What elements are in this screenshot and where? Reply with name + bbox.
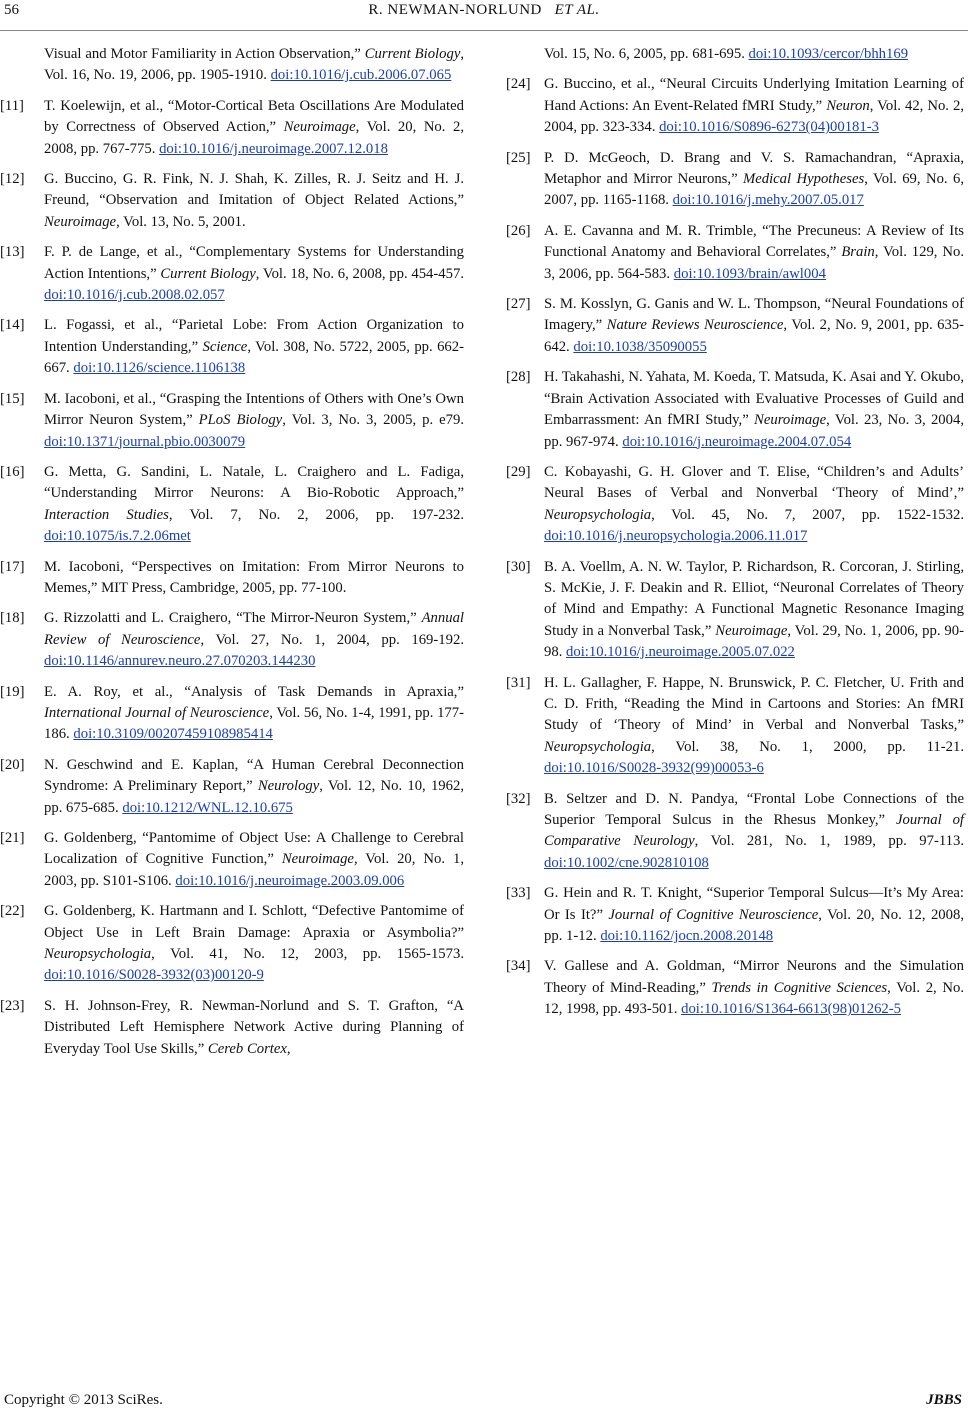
reference-entry xyxy=(508,789,964,875)
reference-entry xyxy=(508,221,964,285)
reference-journal: Neuroimage xyxy=(754,412,827,429)
reference-number: [13] xyxy=(0,244,25,261)
reference-journal: Neuron xyxy=(826,97,870,114)
reference-text: Visual and Motor Familiarity in Action Observation,” xyxy=(44,46,361,62)
doi-link[interactable]: doi:10.1212/WNL.12.10.675 xyxy=(122,799,293,816)
reference-number: [15] xyxy=(0,390,25,407)
reference-entry xyxy=(508,956,964,1020)
reference-text: A. E. Cavanna and M. R. Trimble, “The Precuneus: A Review of Its Functional Anatomy and Behavioral Correlates,” xyxy=(544,222,964,261)
reference-details: , Vol. 41, No. 12, 2003, pp. 1565-1573. xyxy=(151,946,464,963)
reference-entry xyxy=(508,557,964,664)
reference-number: [19] xyxy=(0,683,25,700)
reference-text: G. Goldenberg, K. Hartmann and I. Schlott, “Defective Pantomime of Object Use in Left Brain Damage: Apraxia or Asymbolia?” xyxy=(44,903,464,941)
reference-journal: Annual Review of Neuroscience xyxy=(44,610,464,648)
reference-journal: Neurology xyxy=(257,778,320,795)
reference-number: [25] xyxy=(506,149,531,166)
reference-details: , Vol. 20, No. 2, 2008, pp. 767-775. xyxy=(44,119,465,157)
doi-link[interactable]: doi:10.1016/j.neuroimage.2004.07.054 xyxy=(622,433,852,450)
reference-journal: Journal of Cognitive Neuroscience xyxy=(608,906,819,923)
reference-journal: Neuropsychologia xyxy=(544,506,652,523)
reference-number: [30] xyxy=(506,558,531,575)
reference-details: , Vol. 56, No. 1-4, 1991, pp. 177-186. xyxy=(44,704,465,743)
reference-column-left xyxy=(0,44,465,1069)
reference-entry xyxy=(508,294,964,358)
reference-journal: Neuropsychologia xyxy=(44,946,152,963)
reference-number: [28] xyxy=(506,369,531,386)
reference-number: [20] xyxy=(0,756,25,773)
doi-link[interactable]: doi:10.1016/j.neuroimage.2005.07.022 xyxy=(566,644,795,661)
reference-number: [16] xyxy=(0,463,25,480)
reference-details: , Vol. 42, No. 2, 2004, pp. 323-334. xyxy=(544,97,965,136)
reference-number: [32] xyxy=(506,790,531,807)
reference-entry xyxy=(0,242,464,306)
doi-link[interactable]: doi:10.1016/j.mehy.2007.05.017 xyxy=(672,192,864,209)
reference-details: , Vol. 16, No. 19, 2006, pp. 1905-1910. xyxy=(44,46,465,84)
reference-text: P. D. McGeoch, D. Brang and V. S. Ramachandran, “Apraxia, Metaphor and Mirror Neurons,” xyxy=(544,149,964,188)
doi-link[interactable]: doi:10.1016/j.neuroimage.2003.09.006 xyxy=(175,872,405,889)
reference-column-right xyxy=(508,44,964,1030)
reference-entry xyxy=(0,462,464,548)
reference-text: G. Hein and R. T. Knight, “Superior Temporal Sulcus—It’s My Area: Or Is It?” xyxy=(544,885,964,923)
reference-entry xyxy=(0,755,464,819)
reference-journal: Nature Reviews Neuroscience xyxy=(606,317,784,334)
reference-number: [14] xyxy=(0,317,25,334)
doi-link[interactable]: doi:10.1016/j.cub.2008.02.057 xyxy=(44,287,225,304)
reference-journal: Neuropsychologia xyxy=(544,738,652,755)
header-authors: R. NEWMAN-NORLUND xyxy=(368,2,542,18)
reference-journal: Brain xyxy=(841,244,875,261)
reference-entry xyxy=(508,44,964,65)
reference-text: M. Iacoboni, et al., “Grasping the Intentions of Others with One’s Own Mirror Neuron System,” xyxy=(44,390,464,429)
reference-entry xyxy=(508,148,964,212)
reference-text: F. P. de Lange, et al., “Complementary Systems for Understanding Action Intentions,” xyxy=(44,244,464,282)
footer-journal: JBBS xyxy=(926,1392,962,1408)
doi-link[interactable]: doi:10.1162/jocn.2008.20148 xyxy=(600,928,774,945)
reference-number: [12] xyxy=(0,171,25,188)
reference-details: , Vol. 29, No. 1, 2006, pp. 90-98. xyxy=(544,622,965,661)
reference-journal: PLoS Biology xyxy=(198,412,283,429)
reference-text: L. Fogassi, et al., “Parietal Lobe: From Action Organization to Intention Understanding,” xyxy=(44,317,464,355)
reference-entry xyxy=(0,608,464,672)
reference-text: H. L. Gallagher, F. Happe, N. Brunswick, P. C. Fletcher, U. Frith and C. D. Frith, “Reading the Mind in Cartoons and Stories: An fMRI Study of ‘Theory of Mind’ in Verbal and Nonverbal Tasks,” xyxy=(544,674,964,734)
reference-journal: Journal of Comparative Neurology xyxy=(544,812,964,850)
reference-entry xyxy=(40,44,464,87)
reference-text: B. A. Voellm, A. N. W. Taylor, P. Richardson, R. Corcoran, J. Stirling, S. McKie, J. F. Deakin and R. Elliot, “Neuronal Correlates of Theory of Mind and Empathy: A Functional Magnetic Resonance Imaging Study in a Nonverbal Task,” xyxy=(544,558,964,639)
reference-details: , Vol. 27, No. 1, 2004, pp. 169-192. xyxy=(200,631,464,648)
reference-entry xyxy=(508,367,964,453)
reference-details: , xyxy=(286,1040,291,1057)
reference-text: G. Buccino, G. R. Fink, N. J. Shah, K. Zilles, R. J. Seitz and H. J. Freund, “Observation and Imitation of Object Related Actions,” xyxy=(44,171,464,209)
reference-number: [23] xyxy=(0,997,25,1014)
reference-entry xyxy=(0,996,464,1060)
reference-text: V. Gallese and A. Goldman, “Mirror Neurons and the Simulation Theory of Mind-Reading,” xyxy=(544,958,964,996)
reference-number: [11] xyxy=(0,97,24,114)
reference-journal: Neuroimage xyxy=(715,622,788,639)
reference-text: G. Goldenberg, “Pantomime of Object Use: A Challenge to Cerebral Localization of Cognitive Function,” xyxy=(44,830,464,868)
reference-journal: Current Biology xyxy=(160,265,256,282)
reference-details: , Vol. 129, No. 3, 2006, pp. 564-583. xyxy=(544,244,964,282)
reference-journal: Neuroimage xyxy=(283,119,356,136)
doi-link[interactable]: doi:10.1016/S1364-6613(98)01262-5 xyxy=(681,1001,901,1018)
doi-link[interactable]: doi:10.1038/35090055 xyxy=(573,338,707,355)
doi-link[interactable]: doi:10.3109/00207459108985414 xyxy=(73,726,273,743)
reference-entry xyxy=(508,883,964,947)
reference-journal: Neuroimage xyxy=(44,213,117,230)
doi-link[interactable]: doi:10.1093/brain/awl004 xyxy=(673,265,826,282)
reference-journal: Trends in Cognitive Sciences xyxy=(711,979,888,996)
reference-entry xyxy=(508,673,964,780)
reference-journal: Interaction Studies xyxy=(44,506,169,523)
reference-journal: Science xyxy=(202,338,248,355)
footer-copyright: Copyright © 2013 SciRes. xyxy=(4,1392,163,1408)
reference-text: S. M. Kosslyn, G. Ganis and W. L. Thompson, “Neural Foundations of Imagery,” xyxy=(544,296,964,334)
reference-entry xyxy=(0,169,464,233)
reference-details: , Vol. 23, No. 3, 2004, pp. 967-974. xyxy=(544,412,965,450)
reference-journal: Cereb Cortex xyxy=(207,1040,287,1057)
reference-details: , Vol. 3, No. 3, 2005, p. e79. xyxy=(282,412,465,429)
reference-number: [33] xyxy=(506,885,531,902)
reference-details: , Vol. 45, No. 7, 2007, pp. 1522-1532. xyxy=(651,506,964,523)
doi-link[interactable]: doi:10.1126/science.1106138 xyxy=(73,360,246,377)
doi-link[interactable]: doi:10.1146/annurev.neuro.27.070203.144230 xyxy=(44,653,316,670)
reference-text: G. Buccino, et al., “Neural Circuits Underlying Imitation Learning of Hand Actions: An Event-Related fMRI Study,” xyxy=(544,76,964,114)
reference-text: Vol. 15, No. 6, 2005, pp. 681-695. xyxy=(544,46,745,62)
doi-link[interactable]: doi:10.1002/cne.902810108 xyxy=(544,854,709,871)
doi-link[interactable]: doi:10.1093/cercor/bhh169 xyxy=(748,46,909,62)
reference-number: [34] xyxy=(506,958,531,975)
reference-details: , Vol. 2, No. 9, 2001, pp. 635-642. xyxy=(544,317,965,355)
doi-link[interactable]: doi:10.1075/is.7.2.06met xyxy=(44,528,191,545)
reference-number: [17] xyxy=(0,558,25,575)
running-header xyxy=(0,0,968,31)
doi-link[interactable]: doi:10.1016/j.neuropsychologia.2006.11.017 xyxy=(544,528,808,545)
doi-link[interactable]: doi:10.1016/j.cub.2006.07.065 xyxy=(270,67,452,84)
reference-journal: Neuroimage xyxy=(281,851,354,868)
reference-number: [26] xyxy=(506,222,531,239)
reference-text: G. Metta, G. Sandini, L. Natale, L. Craighero and L. Fadiga, “Understanding Mirror Neurons: A Bio-Robotic Approach,” xyxy=(44,463,464,502)
reference-text: B. Seltzer and D. N. Pandya, “Frontal Lobe Connections of the Superior Temporal Sulcus in the Rhesus Monkey,” xyxy=(544,790,964,828)
reference-details: , Vol. 281, No. 1, 1989, pp. 97-113. xyxy=(694,833,964,850)
reference-number: [31] xyxy=(506,674,531,691)
reference-text: H. Takahashi, N. Yahata, M. Koeda, T. Matsuda, K. Asai and Y. Okubo, “Brain Activation Associated with Evaluative Processes of Guild and Embarrassment: An fMRI Study,” xyxy=(544,369,964,429)
reference-text: T. Koelewijn, et al., “Motor-Cortical Beta Oscillations Are Modulated by Correctness of Observed Action,” xyxy=(44,97,464,136)
page-number: 56 xyxy=(4,2,19,18)
doi-link[interactable]: doi:10.1016/S0028-3932(99)00053-6 xyxy=(544,760,764,777)
reference-text: C. Kobayashi, G. H. Glover and T. Elise, “Children’s and Adults’ Neural Bases of Verbal and Nonverbal ‘Theory of Mind’,” xyxy=(544,463,964,502)
reference-number: [29] xyxy=(506,463,531,480)
reference-entry xyxy=(0,682,465,746)
reference-entry xyxy=(0,315,464,379)
reference-entry xyxy=(0,557,464,600)
reference-text: G. Rizzolatti and L. Craighero, “The Mirror-Neuron System,” xyxy=(44,610,417,627)
reference-details: , Vol. 38, No. 1, 2000, pp. 11-21. xyxy=(651,738,964,755)
reference-number: [18] xyxy=(0,610,25,627)
reference-details: , Vol. 69, No. 6, 2007, pp. 1165-1168. xyxy=(544,171,964,209)
reference-journal: Current Biology xyxy=(364,46,461,62)
reference-entry xyxy=(0,96,465,160)
reference-details: , Vol. 308, No. 5722, 2005, pp. 662-667. xyxy=(44,338,464,377)
reference-text: E. A. Roy, et al., “Analysis of Task Demands in Apraxia,” xyxy=(44,683,464,700)
reference-text: N. Geschwind and E. Kaplan, “A Human Cerebral Deconnection Syndrome: A Preliminary Report,” xyxy=(44,756,464,795)
reference-details: , Vol. 7, No. 2, 2006, pp. 197-232. xyxy=(168,506,464,523)
reference-entry xyxy=(0,901,464,987)
reference-details: , Vol. 20, No. 12, 2008, pp. 1-12. xyxy=(544,906,964,945)
reference-details: , Vol. 13, No. 5, 2001. xyxy=(116,213,246,230)
reference-details: , Vol. 2, No. 12, 1998, pp. 493-501. xyxy=(544,979,965,1018)
reference-details: , Vol. 18, No. 6, 2008, pp. 454-457. xyxy=(255,265,464,282)
doi-link[interactable]: doi:10.1371/journal.pbio.0030079 xyxy=(44,433,246,450)
reference-details: , Vol. 20, No. 1, 2003, pp. S101-S106. xyxy=(44,851,465,889)
doi-link[interactable]: doi:10.1016/j.neuroimage.2007.12.018 xyxy=(159,140,388,157)
reference-number: [24] xyxy=(506,76,531,93)
reference-number: [21] xyxy=(0,830,25,846)
header-et-al: ET AL. xyxy=(554,2,600,18)
reference-number: [22] xyxy=(0,903,25,920)
reference-entry xyxy=(0,389,465,453)
reference-entry xyxy=(0,828,465,892)
reference-entry xyxy=(508,74,964,138)
running-head-authors xyxy=(0,2,968,19)
doi-link[interactable]: doi:10.1016/S0028-3932(03)00120-9 xyxy=(44,967,264,984)
reference-details: , Vol. 12, No. 10, 1962, pp. 675-685. xyxy=(44,778,464,816)
reference-number: [27] xyxy=(506,296,531,313)
reference-text: S. H. Johnson-Frey, R. Newman-Norlund and S. T. Grafton, “A Distributed Left Hemisphere Network Active during Planning of Everyday Tool Use Skills,” xyxy=(44,997,464,1057)
doi-link[interactable]: doi:10.1016/S0896-6273(04)00181-3 xyxy=(659,119,879,136)
reference-journal: Medical Hypotheses xyxy=(742,171,865,188)
reference-entry xyxy=(508,462,964,548)
reference-text: M. Iacoboni, “Perspectives on Imitation: From Mirror Neurons to Memes,” MIT Press, Cambridge, 2005, pp. 77-100. xyxy=(44,558,464,596)
reference-journal: International Journal of Neuroscience xyxy=(44,704,270,721)
